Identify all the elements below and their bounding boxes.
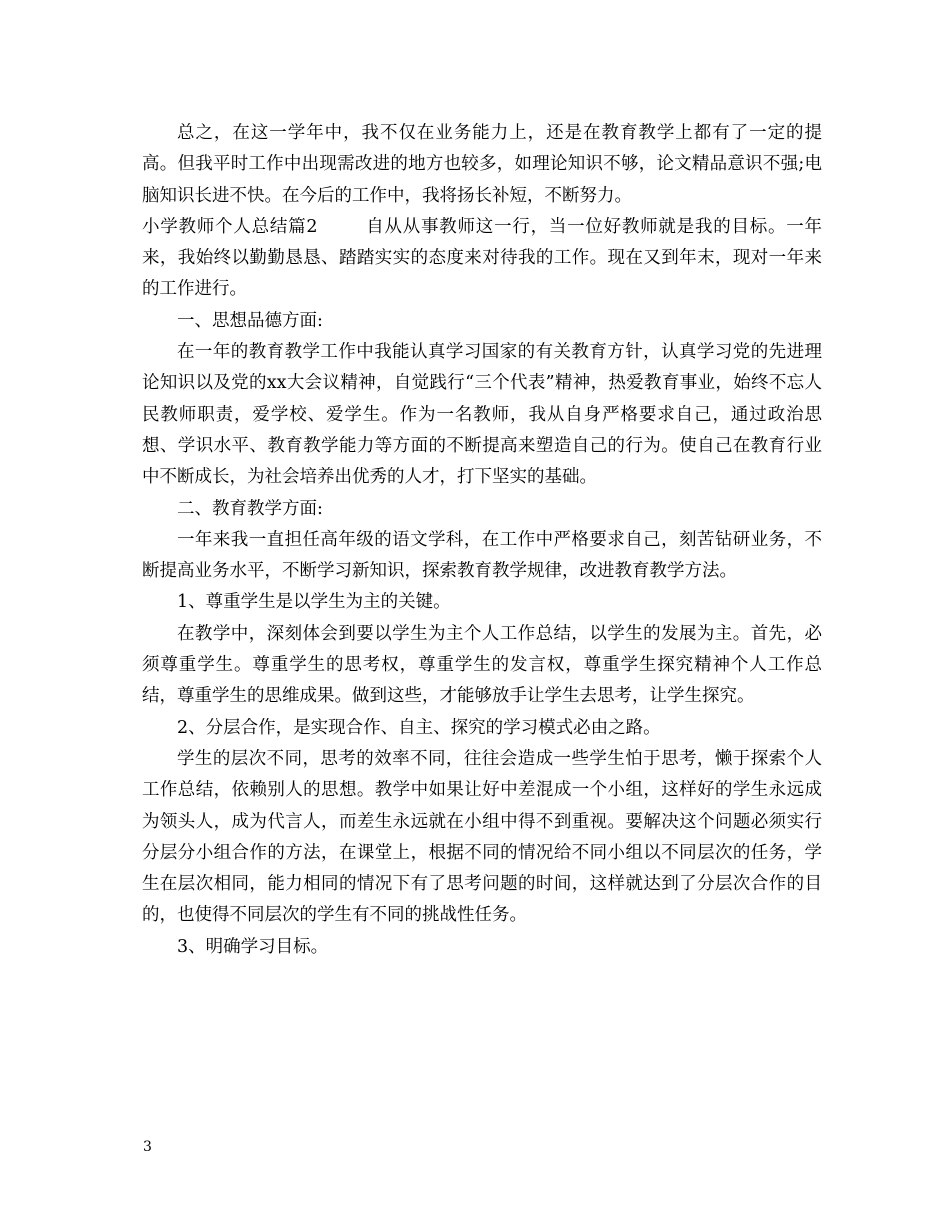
paragraph-summary: 总之，在这一学年中，我不仅在业务能力上，还是在教育教学上都有了一定的提高。但我平时工作中出现需改进的地方也较多，如理论知识不够，论文精品意识不强;电脑知识长进不快。在今后的工作中，我将扬长补短，不断努力。 bbox=[142, 123, 822, 206]
heading-respect-students: 1、尊重学生是以学生为主的关键。 bbox=[177, 592, 451, 613]
section-title: 小学教师个人总结篇2 bbox=[142, 216, 318, 237]
section-intro-text: 自从从事教师这一行，当一位好教师就是我的目标。一年来，我始终以勤勤恳恳、踏踏实实的态度来对待我的工作。现在又到年末，现对一年来的工作进行。 bbox=[142, 216, 822, 300]
paragraph-teaching: 一年来我一直担任高年级的语文学科，在工作中严格要求自己，刻苦钻研业务，不断提高业务水平，不断学习新知识，探索教育教学规律，改进教育教学方法。 bbox=[142, 529, 822, 582]
paragraph-section-2-intro bbox=[142, 212, 822, 306]
heading-ideology: 一、思想品德方面: bbox=[177, 310, 323, 331]
heading-layered-cooperation: 2、分层合作，是实现合作、自主、探究的学习模式必由之路。 bbox=[177, 717, 661, 738]
document-body bbox=[142, 118, 822, 963]
page-number: 3 bbox=[143, 1139, 152, 1155]
paragraph-layered-cooperation: 学生的层次不同，思考的效率不同，往往会造成一些学生怕于思考，懒于探索个人工作总结，依赖别人的思想。教学中如果让好中差混成一个小组，这样好的学生永远成为领头人，成为代言人，而差生永远就在小组中得不到重视。要解决这个问题必须实行分层分小组合作的方法，在课堂上，根据不同的情况给不同小组以不同层次的任务，学生在层次相同，能力相同的情况下有了思考问题的时间，这样就达到了分层次合作的目的，也使得不同层次的学生有不同的挑战性任务。 bbox=[142, 748, 822, 926]
heading-teaching: 二、教育教学方面: bbox=[177, 498, 323, 519]
paragraph-ideology: 在一年的教育教学工作中我能认真学习国家的有关教育方针，认真学习党的先进理论知识以及党的xx大会议精神，自觉践行“三个代表”精神，热爱教育事业，始终不忘人民教师职责，爱学校、爱学生。作为一名教师，我从自身严格要求自己，通过政治思想、学识水平、教育教学能力等方面的不断提高来塑造自己的行为。使自己在教育行业中不断成长，为社会培养出优秀的人才，打下坚实的基础。 bbox=[142, 342, 822, 488]
heading-learning-goals: 3、明确学习目标。 bbox=[177, 936, 329, 957]
paragraph-respect-students: 在教学中，深刻体会到要以学生为主个人工作总结，以学生的发展为主。首先，必须尊重学生。尊重学生的思考权，尊重学生的发言权，尊重学生探究精神个人工作总结，尊重学生的思维成果。做到这些，才能够放手让学生去思考，让学生探究。 bbox=[142, 623, 822, 707]
